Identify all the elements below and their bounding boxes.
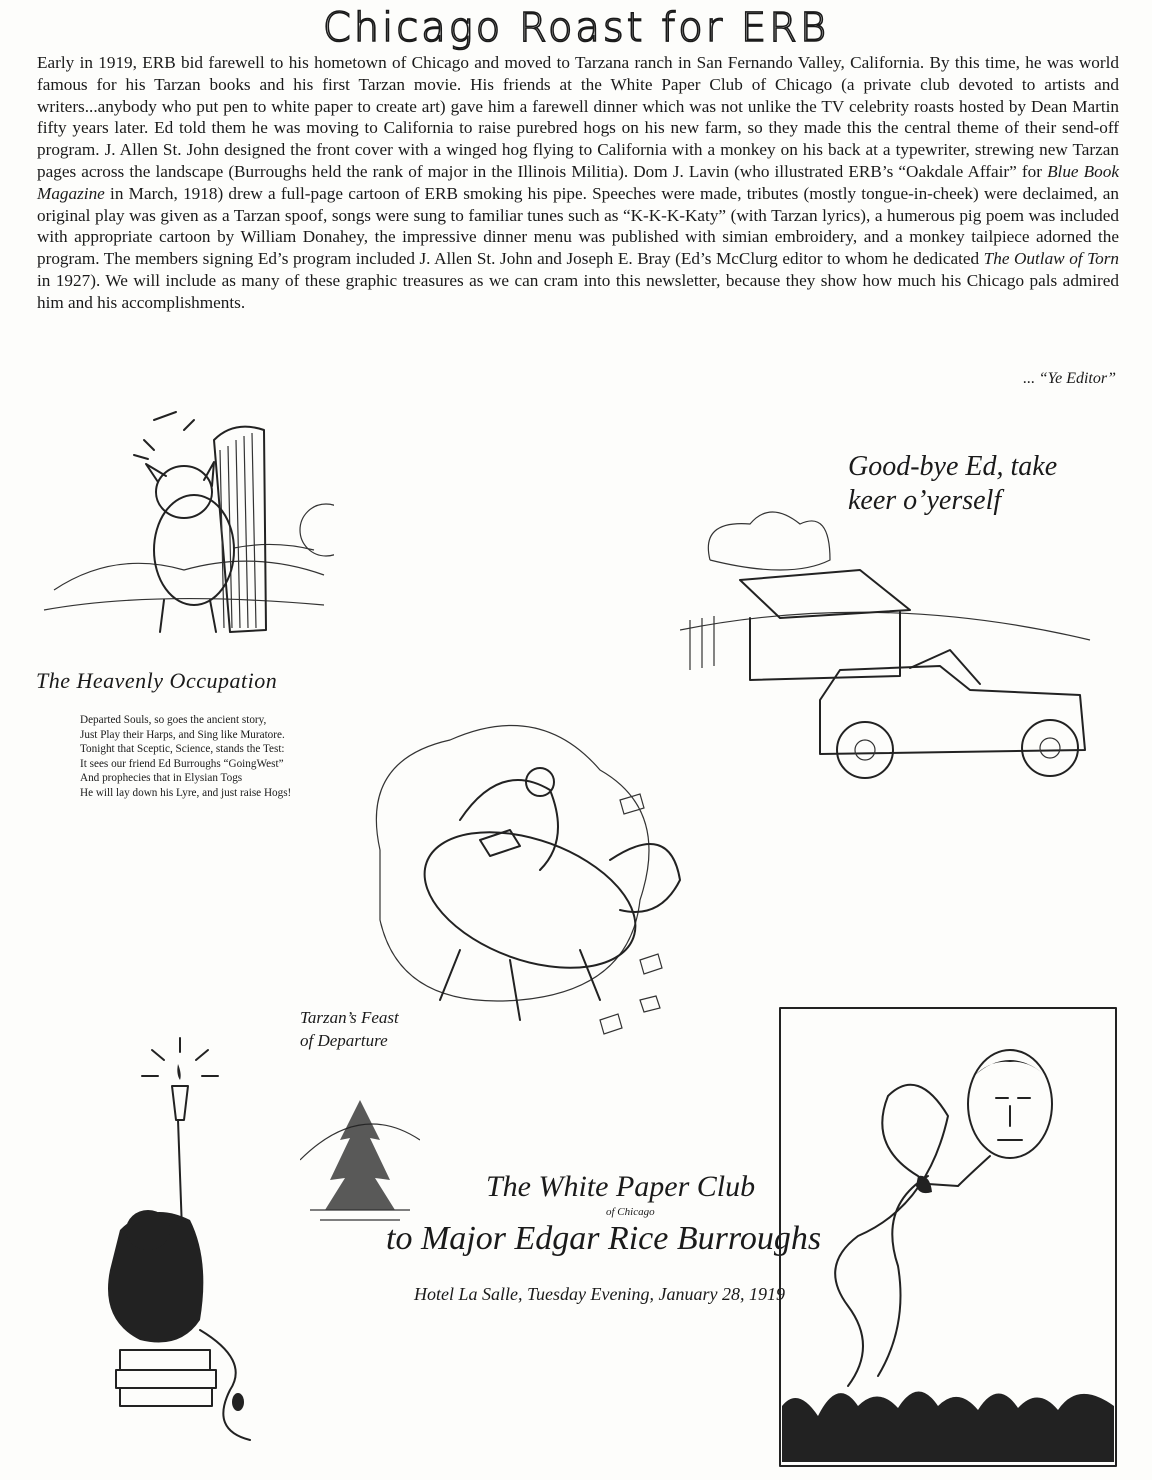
page-title: Chicago Roast for ERB [322, 5, 830, 51]
feast-caption: Tarzan’s Feast of Departure [300, 1008, 399, 1050]
intro-paragraph: Early in 1919, ERB bid farewell to his hometown of Chicago and moved to Tarzana ranch in San Fernando Valley, California. By this time, he was world famous for his Tarzan books and his first Tarzan movie. His friends at the White Paper Club of Chicago (a private club devoted to artists and writers...anybody who put pen to white paper to create art) gave him a farewell dinner which was not unlike the TV celebrity roasts hosted by Dean Martin fifty years later. Ed told them he was moving to California to raise purebred hogs on his new farm, so they made this the central theme of their send-off program. J. Allen St. John designed the front cover with a winged hog flying to California with a monkey on his back at a typewriter, strewing new Tarzan pages across the landscape (Burroughs held the rank of major in the Illinois Militia). Dom J. Lavin (who illustrated ERB’s “Oakdale Affair” for Blue Book Magazine in March, 1918) drew a full-page cartoon of ERB smoking his pipe. Speeches were made, tributes (mostly tongue-in-cheek) were declaimed, an original play was given as a Tarzan spoof, songs were sung to familiar tunes such as “K-K-K-Katy” (with Tarzan lyrics), a humerous pig poem was included with appropriate cartoon by William Donahey, the impressive dinner menu was published with simian embroidery, and a monkey tailpiece adorned the program. The members signing Ed’s program included J. Allen St. John and Joseph E. Bray (Ed’s McClurg editor to whom he dedicated The Outlaw of Torn in 1927). We will include as many of these graphic treasures as we can cram into this newsletter, because they show how much his Chicago pals admired him and his accomplishments. [37, 53, 1119, 312]
goodbye-caption: Good-bye Ed, take keer o’yerself [848, 451, 1058, 516]
heavenly-caption: The Heavenly Occupation [36, 668, 278, 693]
editor-signoff: ... “Ye Editor” [1022, 370, 1116, 387]
erb-pipe-cartoon [778, 1006, 1118, 1468]
dedication-line: to Major Edgar Rice Burroughs [386, 1220, 822, 1257]
pig-harp-illustration [34, 400, 334, 660]
of-chicago-label: of Chicago [606, 1206, 655, 1218]
event-details: Hotel La Salle, Tuesday Evening, January 28, 1919 [414, 1284, 785, 1304]
monkey-torch-illustration [60, 1030, 280, 1450]
pig-poem: Departed Souls, so goes the ancient story, Just Play their Harps, and Sing like Muratore. Tonight that Sceptic, Science, stands the Test: It sees our friend Ed Burroughs “GoingWest” And prophecies that in Elysian Togs He will lay down his Lyre, and just raise Hogs! [80, 714, 292, 799]
pine-tree-illustration [300, 1080, 420, 1230]
car-cabin-illustration [680, 500, 1100, 790]
club-name: The White Paper Club [486, 1170, 756, 1203]
